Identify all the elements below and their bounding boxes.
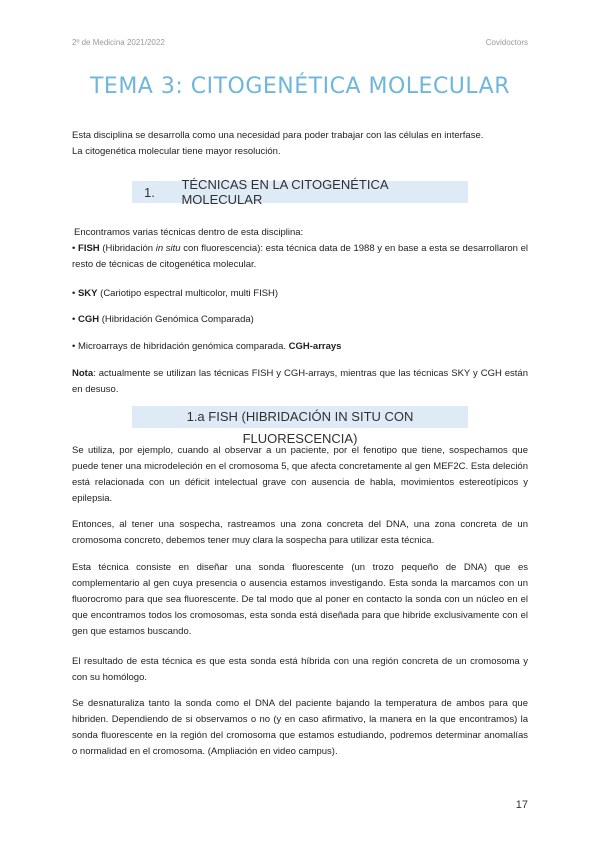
term-sky: SKY <box>77 288 98 299</box>
fish-desc-post: con fluorescencia): esta técnica data de 1988 y en base a esta se desarrollaron el resto de técnicas de citogenética molecular. <box>72 243 529 270</box>
intro-line-1: Esta disciplina se desarrolla como una necesidad para poder trabajar con las células en interfase. <box>72 130 484 141</box>
paragraph-2: Entonces, al tener una sospecha, rastreamos una zona concreta del DNA, una zona concreta de un cromosoma concreto, debemos tener muy clara la sospecha para utilizar esta técnica. <box>72 519 528 546</box>
bullet: • <box>72 243 76 254</box>
list-item-microarrays <box>72 339 528 355</box>
section-number: 1. <box>144 184 155 200</box>
list-item-fish <box>72 241 528 273</box>
paragraph-5: Se desnaturaliza tanto la sonda como el DNA del paciente bajando la temperatura de ambos para que hibriden. Dependiendo de si observamos o no (y en caso afirmativo, la manera en la que encontramos) la sonda fluorescente en la región del cromosoma que estamos estudiando, podremos determinar anomalías o normalidad en el cromosoma. (Ampliación en video campus). <box>72 698 528 757</box>
bullet: • <box>72 314 76 325</box>
section-heading-1a: 1.a FISH (HIBRIDACIÓN IN SITU CON FLUORESCENCIA) <box>132 406 468 428</box>
bullet: • <box>72 288 76 299</box>
cgh-desc: (Hibridación Genómica Comparada) <box>99 314 254 325</box>
intro-line-2: La citogenética molecular tiene mayor resolución. <box>72 146 281 157</box>
list-item-sky <box>72 286 528 302</box>
paragraph-4: El resultado de esta técnica es que esta sonda está híbrida con una región concreta de un cromosoma y con su homólogo. <box>72 656 528 683</box>
note-label: Nota <box>72 368 94 379</box>
list-item-cgh <box>72 312 528 328</box>
section-heading-1 <box>132 177 468 207</box>
section-title: TÉCNICAS EN LA CITOGENÉTICA MOLECULAR <box>181 177 388 207</box>
note <box>72 366 528 398</box>
fish-desc-pre: (Hibridación <box>99 243 156 254</box>
note-text: : actualmente se utilizan las técnicas FISH y CGH-arrays, mientras que las técnicas SKY y CGH están en desuso. <box>72 368 528 395</box>
page-title: TEMA 3: CITOGENÉTICA MOLECULAR <box>89 74 511 99</box>
bullet: • <box>72 341 76 352</box>
paragraph-3: Esta técnica consiste en diseñar una sonda fluorescente (un trozo pequeño de DNA) que es complementario al gen cuya presencia o ausencia estamos investigando. Esta sonda la marcamos con un fluorocromo para que sea fluorescente. De tal modo que al poner en contacto la sonda con un núcleo en el que encontramos todos los cromosomas, esta sonda está diseñada para que hibride exclusivamente con el gen que estamos buscando. <box>72 562 528 637</box>
header-author: Covidoctors <box>485 38 528 47</box>
term-fish: FISH <box>78 243 100 254</box>
paragraph-1: Se utiliza, por ejemplo, cuando al observar a un paciente, por el fenotipo que tiene, sospechamos que puede tener una microdeleción en el cromosoma 5, que afecta concretamente al gen MEF2C. Esta deleción está relacionada con un déficit intelectual grave con ausencia de habla, movimientos estereotípicos y epilepsia. <box>72 445 528 504</box>
sky-desc: (Cariotipo espectral multicolor, multi FISH) <box>97 288 279 299</box>
term-cgh-arrays: CGH-arrays <box>288 341 342 352</box>
microarrays-desc: Microarrays de hibridación genómica comparada. <box>75 341 289 352</box>
page-number: 17 <box>515 799 528 811</box>
term-cgh: CGH <box>77 314 100 325</box>
header-course: 2º de Medicina 2021/2022 <box>72 38 165 47</box>
techniques-intro: Encontramos varias técnicas dentro de esta disciplina: <box>74 227 304 238</box>
fish-italic: in situ <box>155 243 181 254</box>
